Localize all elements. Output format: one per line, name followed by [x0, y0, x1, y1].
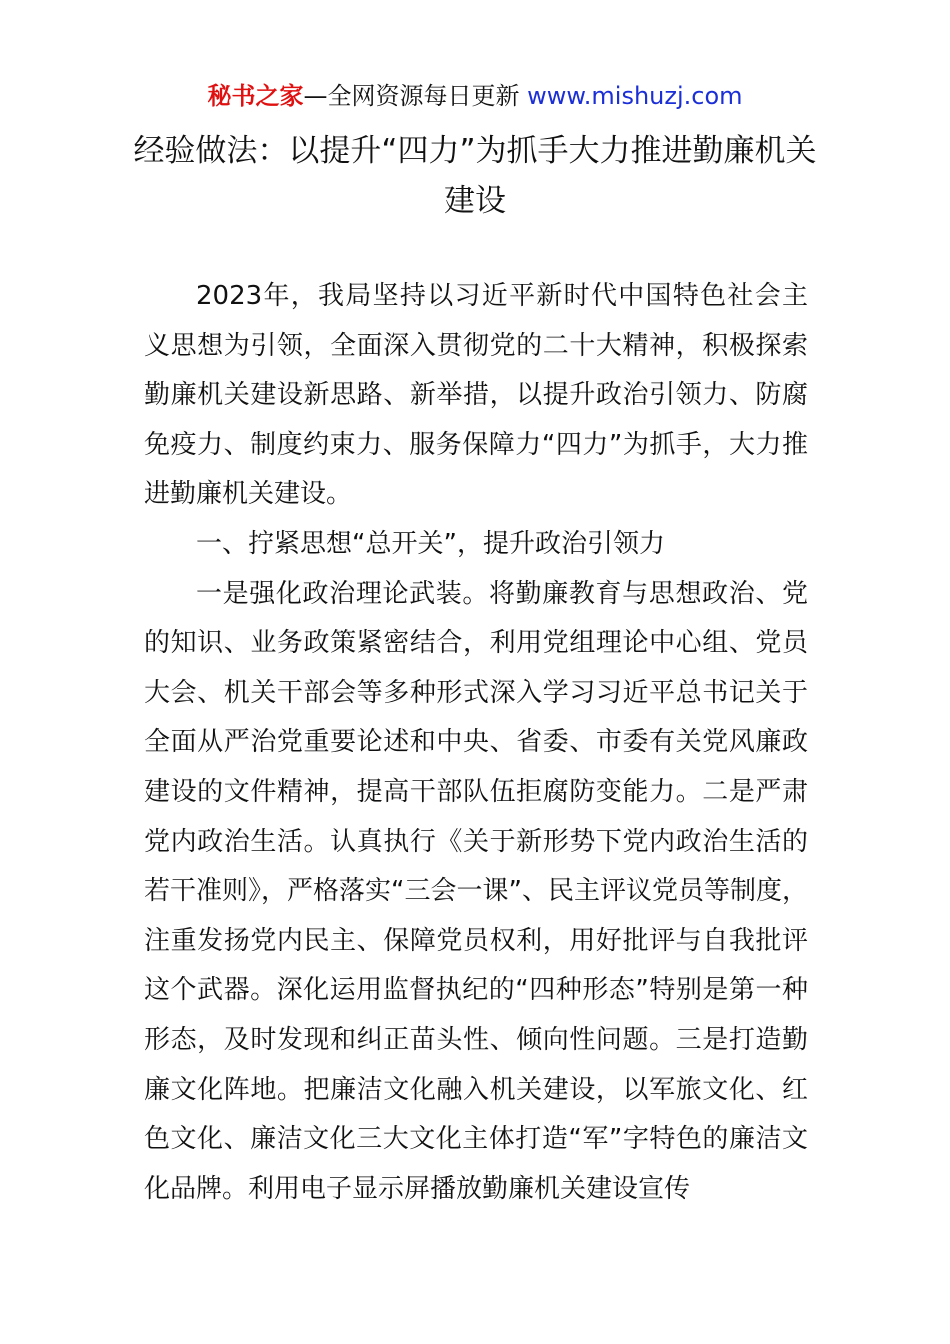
document-body	[144, 272, 808, 1214]
site-url-link[interactable]: www.mishuzj.com	[527, 82, 743, 110]
site-header	[0, 80, 950, 112]
site-tagline: —全网资源每日更新	[303, 82, 528, 110]
section-heading: 一、拧紧思想“总开关”，提升政治引领力	[196, 528, 665, 559]
section-paragraph: 一是强化政治理论武装。将勤廉教育与思想政治、党的知识、业务政策紧密结合，利用党组理论中心组、党员大会、机关干部会等多种形式深入学习习近平总书记关于全面从严治党重要论述和中央、省委、市委有关党风廉政建设的文件精神，提高干部队伍拒腐防变能力。二是严肃党内政治生活。认真执行《关于新形势下党内政治生活的若干准则》，严格落实“三会一课”、民主评议党员等制度，注重发扬党内民主、保障党员权利，用好批评与自我批评这个武器。深化运用监督执纪的“四种形态”特别是第一种形态，及时发现和纠正苗头性、倾向性问题。三是打造勤廉文化阵地。把廉洁文化融入机关建设，以军旅文化、红色文化、廉洁文化三大文化主体打造“军”字特色的廉洁文化品牌。利用电子显示屏播放勤廉机关建设宣传	[144, 578, 808, 1204]
intro-paragraph: 2023年，我局坚持以习近平新时代中国特色社会主义思想为引领，全面深入贯彻党的二十大精神，积极探索勤廉机关建设新思路、新举措，以提升政治引领力、防腐免疫力、制度约束力、服务保障力“四力”为抓手，大力推进勤廉机关建设。	[144, 281, 808, 510]
document-title: 经验做法：以提升“四力”为抓手大力推进勤廉机关建设	[133, 133, 817, 219]
site-brand: 秘书之家	[207, 82, 304, 110]
